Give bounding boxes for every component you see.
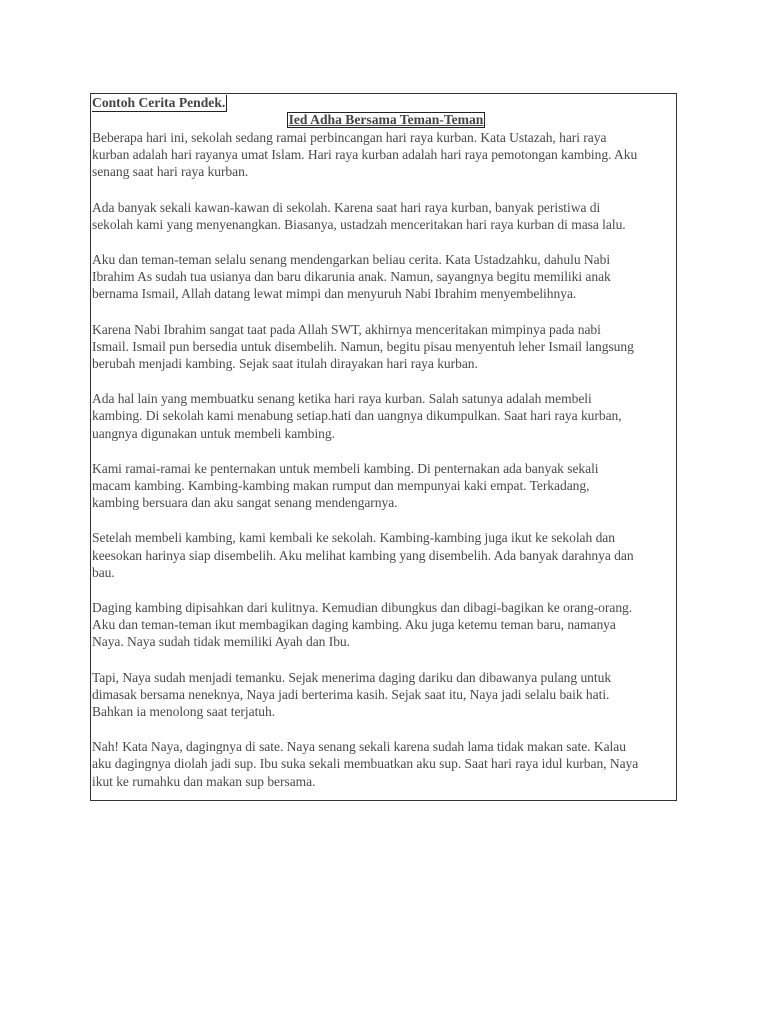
label-row: [92, 94, 676, 111]
paragraph-line: dimasak bersama neneknya, Naya jadi berterima kasih. Sejak saat itu, Naya jadi selalu baik hati.: [92, 686, 610, 702]
title-row: [92, 111, 676, 129]
paragraph-line: Setelah membeli kambing, kami kembali ke sekolah. Kambing-kambing juga ikut ke sekolah dan: [92, 530, 615, 546]
paragraph-line: bernama Ismail, Allah datang lewat mimpi dan menyuruh Nabi Ibrahim menyembelihnya.: [92, 286, 577, 302]
paragraph-line: Beberapa hari ini, sekolah sedang ramai perbincangan hari raya kurban. Kata Ustazah, hari raya: [92, 130, 607, 145]
paragraph-line: Ada hal lain yang membuatku senang ketika hari raya kurban. Salah satunya adalah membeli: [92, 391, 592, 407]
paragraph-line: Tapi, Naya sudah menjadi temanku. Sejak menerima daging dariku dan dibawanya pulang untuk: [92, 669, 612, 685]
paragraph-line: Aku dan teman-teman selalu senang mendengarkan beliau cerita. Kata Ustadzahku, dahulu Nabi: [92, 252, 611, 268]
story-title: Ied Adha Bersama Teman-Teman: [288, 112, 484, 127]
paragraph-line: Karena Nabi Ibrahim sangat taat pada Allah SWT, akhirnya menceritakan mimpinya pada nabi: [92, 321, 601, 337]
paragraph-line: Ada banyak sekali kawan-kawan di sekolah. Karena saat hari raya kurban, banyak peristiwa di: [92, 199, 601, 215]
story-paragraph: [92, 529, 676, 581]
story-paragraph: [92, 199, 676, 233]
story-paragraph: [92, 599, 676, 651]
paragraph-line: berubah menjadi kambing. Sejak saat itulah dirayakan hari raya kurban.: [92, 356, 478, 372]
story-paragraph: [92, 129, 676, 181]
paragraph-line: kambing bersuara dan aku sangat senang mendengarnya.: [92, 495, 398, 511]
story-paragraph: [92, 669, 676, 721]
story-body: [92, 129, 676, 790]
paragraph-line: Nah! Kata Naya, dagingnya di sate. Naya senang sekali karena sudah lama tidak makan sate. Kalau: [92, 739, 626, 755]
story-paragraph: [92, 738, 676, 790]
story-paragraph: [92, 321, 676, 373]
paragraph-line: bau.: [92, 564, 115, 580]
paragraph-line: Daging kambing dipisahkan dari kulitnya. Kemudian dibungkus dan dibagi-bagikan ke orang-orang.: [92, 600, 633, 616]
paragraph-line: keesokan harinya siap disembelih. Aku melihat kambing yang disembelih. Ada banyak darahnya dan: [92, 547, 634, 563]
document-box: [90, 93, 677, 801]
story-paragraph: [92, 390, 676, 442]
paragraph-line: macam kambing. Kambing-kambing makan rumput dan mempunyai kaki empat. Terkadang,: [92, 478, 590, 494]
story-paragraph: [92, 251, 676, 303]
paragraph-line: Ibrahim As sudah tua usianya dan baru dikarunia anak. Namun, sayangnya begitu memiliki anak: [92, 269, 611, 285]
paragraph-line: ikut ke rumahku dan makan sup bersama.: [92, 773, 316, 789]
paragraph-line: kambing. Di sekolah kami menabung setiap.hati dan uangnya dikumpulkan. Saat hari raya kurban,: [92, 408, 622, 424]
paragraph-line: sekolah kami yang menyenangkan. Biasanya, ustadzah menceritakan hari raya kurban di masa lalu.: [92, 216, 626, 232]
document-label: Contoh Cerita Pendek.: [92, 95, 226, 110]
paragraph-line: Aku dan teman-teman ikut membagikan daging kambing. Aku juga ketemu teman baru, namanya: [92, 617, 616, 633]
story-paragraph: [92, 460, 676, 512]
paragraph-line: uangnya digunakan untuk membeli kambing.: [92, 425, 335, 441]
paragraph-line: aku dagingnya diolah jadi sup. Ibu suka sekali membuatkan aku sup. Saat hari raya idul kurban, Naya: [92, 756, 639, 772]
paragraph-line: Bahkan ia menolong saat terjatuh.: [92, 704, 276, 720]
paragraph-line: Kami ramai-ramai ke penternakan untuk membeli kambing. Di penternakan ada banyak sekali: [92, 460, 599, 476]
paragraph-line: Naya. Naya sudah tidak memiliki Ayah dan Ibu.: [92, 634, 350, 650]
paragraph-line: senang saat hari raya kurban.: [92, 164, 249, 180]
paragraph-line: Ismail. Ismail pun bersedia untuk disembelih. Namun, begitu pisau menyentuh leher Ismail langsung: [92, 338, 634, 354]
paragraph-line: kurban adalah hari rayanya umat Islam. Hari raya kurban adalah hari raya pemotongan kambing. Aku: [92, 147, 638, 163]
